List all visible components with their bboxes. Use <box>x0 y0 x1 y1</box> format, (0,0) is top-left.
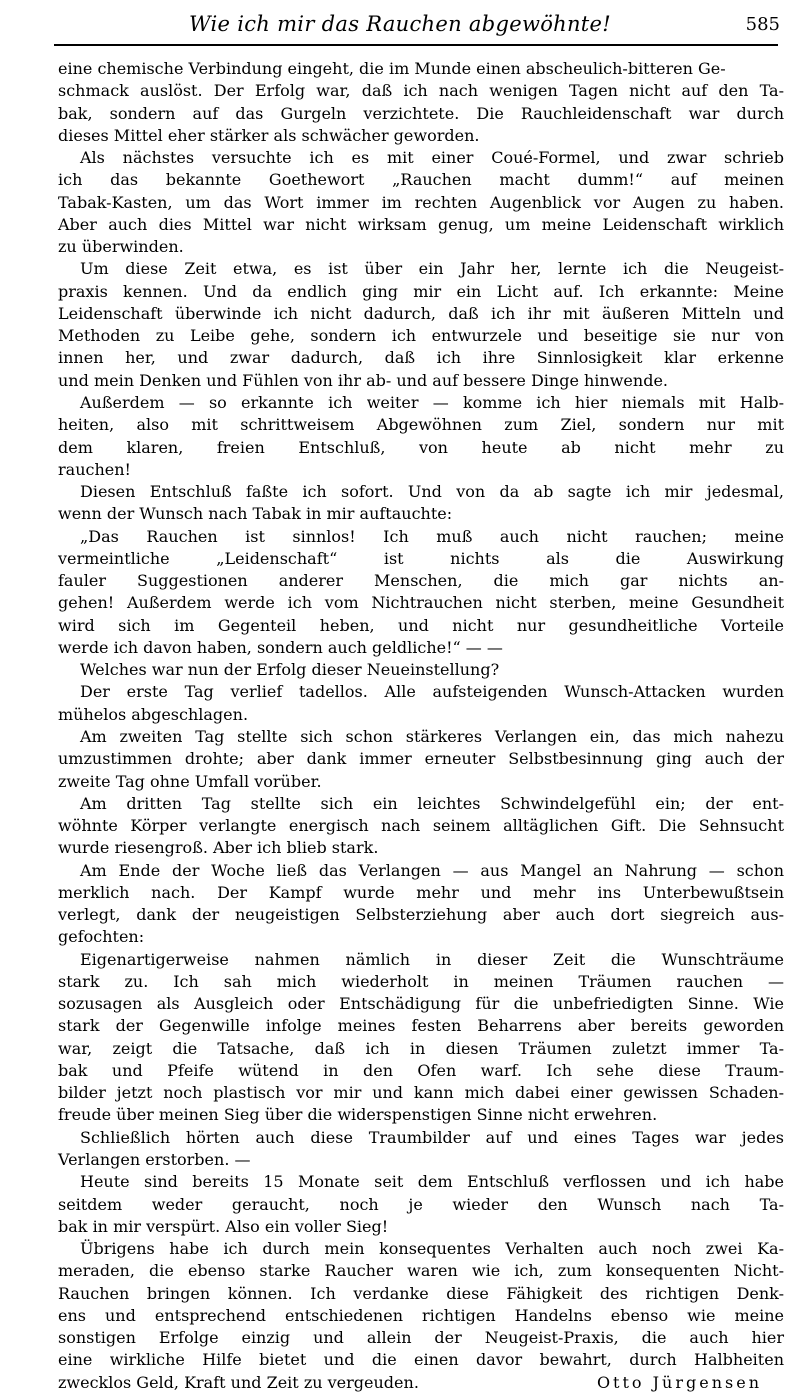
text-line: gehen! Außerdem werde ich vom Nichtrauchen nicht sterben, meine Gesundheit <box>58 593 784 613</box>
text-line: Aber auch dies Mittel war nicht wirksam genug, um meine Leidenschaft wirklich <box>58 214 784 234</box>
text-line: und mein Denken und Fühlen von ihr ab- und auf bessere Dinge hinwende. <box>58 370 668 390</box>
text-line: Um diese Zeit etwa, es ist über ein Jahr her, lernte ich die Neugeist- <box>80 259 784 279</box>
text-line: wöhnte Körper verlangte energisch nach seinem alltäglichen Gift. Die Sehnsucht <box>58 816 784 836</box>
header-rule <box>54 44 778 46</box>
text-line: stark der Gegenwille infolge meines festen Beharrens aber bereits geworden <box>58 1016 784 1036</box>
text-line: war, zeigt die Tatsache, daß ich in diesen Träumen zuletzt immer Ta- <box>58 1038 784 1058</box>
text-line: ich das bekannte Goethewort „Rauchen macht dumm!“ auf meinen <box>58 170 784 190</box>
text-line: Schließlich hörten auch diese Traumbilder auf und eines Tages war jedes <box>80 1127 784 1147</box>
text-line: sozusagen als Ausgleich oder Entschädigung für die unbefriedigten Sinne. Wie <box>58 994 784 1014</box>
text-line: bak, sondern auf das Gurgeln verzichtete. Die Rauchleidenschaft war durch <box>58 103 784 123</box>
text-line: meraden, die ebenso starke Raucher waren wie ich, zum konsequenten Nicht- <box>58 1261 784 1281</box>
text-line: Als nächstes versuchte ich es mit einer Coué-Formel, und zwar schrieb <box>80 148 784 168</box>
text-line: zweite Tag ohne Umfall vorüber. <box>58 771 322 791</box>
text-line: bilder jetzt noch plastisch vor mir und kann mich dabei einer gewissen Schaden- <box>58 1083 784 1103</box>
text-line: seitdem weder geraucht, noch je wieder den Wunsch nach Ta- <box>58 1194 784 1214</box>
text-line: bak und Pfeife wütend in den Ofen warf. Ich sehe diese Traum- <box>58 1060 784 1080</box>
text-line: sonstigen Erfolge einzig und allein der Neugeist-Praxis, die auch hier <box>58 1328 784 1348</box>
text-line <box>58 1372 784 1394</box>
text-line: Am Ende der Woche ließ das Verlangen — aus Mangel an Nahrung — schon <box>80 860 784 880</box>
text-line: wenn der Wunsch nach Tabak in mir auftauchte: <box>58 504 453 524</box>
text-line: verlegt, dank der neugeistigen Selbsterziehung aber auch dort siegreich aus- <box>58 905 784 925</box>
text-line: Am dritten Tag stellte sich ein leichtes Schwindelgefühl ein; der ent- <box>80 793 784 813</box>
text-line: Der erste Tag verlief tadellos. Alle aufsteigenden Wunsch-Attacken wurden <box>80 682 784 702</box>
text-line: Heute sind bereits 15 Monate seit dem Entschluß verflossen und ich habe <box>80 1172 784 1192</box>
text-line: Außerdem — so erkannte ich weiter — komme ich hier niemals mit Halb- <box>80 392 784 412</box>
text-line: Übrigens habe ich durch mein konsequentes Verhalten auch noch zwei Ka- <box>80 1239 784 1259</box>
text-line: schmack auslöst. Der Erfolg war, daß ich nach wenigen Tagen nicht auf den Ta- <box>58 81 784 101</box>
text-line: „Das Rauchen ist sinnlos! Ich muß auch nicht rauchen; meine <box>80 526 784 546</box>
text-line: wird sich im Gegenteil heben, und nicht nur gesundheitliche Vorteile <box>58 615 784 635</box>
text-line: umzustimmen drohte; aber dank immer erneuter Selbstbesinnung ging auch der <box>58 749 784 769</box>
page-number: 585 <box>745 14 780 35</box>
text-line: dem klaren, freien Entschluß, von heute ab nicht mehr zu <box>58 437 784 457</box>
text-line: Methoden zu Leibe gehe, sondern ich entwurzele und beseitige sie nur von <box>58 326 784 346</box>
text-line: praxis kennen. Und da endlich ging mir ein Licht auf. Ich erkannte: Meine <box>58 281 784 301</box>
text-line: Welches war nun der Erfolg dieser Neueinstellung? <box>80 660 500 680</box>
article-body <box>58 58 784 1394</box>
text-line: Eigenartigerweise nahmen nämlich in dieser Zeit die Wunschträume <box>80 949 784 969</box>
text-line: Leidenschaft überwinde ich nicht dadurch, daß ich ihr mit äußeren Mitteln und <box>58 303 784 323</box>
text-line: ens und entsprechend entschiedenen richtigen Handelns ebenso wie meine <box>58 1305 784 1325</box>
text-line: freude über meinen Sieg über die widerspenstigen Sinne nicht erwehren. <box>58 1105 658 1125</box>
text-line: Am zweiten Tag stellte sich schon stärkeres Verlangen ein, das mich nahezu <box>80 726 784 746</box>
text-line: vermeintliche „Leidenschaft“ ist nichts als die Auswirkung <box>58 548 784 568</box>
text-line: Verlangen erstorben. — <box>58 1150 251 1170</box>
text-line: eine wirkliche Hilfe bietet und die einen davor bewahrt, durch Halbheiten <box>58 1350 784 1370</box>
text-line: mühelos abgeschlagen. <box>58 704 249 724</box>
running-title: Wie ich mir das Rauchen abgewöhnte! <box>188 12 612 36</box>
text-line: merklich nach. Der Kampf wurde mehr und mehr ins Unterbewußtsein <box>58 882 784 902</box>
text-line: stark zu. Ich sah mich wiederholt in meinen Träumen rauchen — <box>58 971 784 991</box>
text-line: innen her, und zwar dadurch, daß ich ihre Sinnlosigkeit klar erkenne <box>58 348 784 368</box>
text-line: rauchen! <box>58 459 131 479</box>
text-line: Diesen Entschluß faßte ich sofort. Und von da ab sagte ich mir jedesmal, <box>80 482 784 502</box>
text-line: Tabak-Kasten, um das Wort immer im rechten Augenblick vor Augen zu haben. <box>58 192 784 212</box>
text-line: fauler Suggestionen anderer Menschen, die mich gar nichts an- <box>58 571 784 591</box>
text-line: heiten, also mit schrittweisem Abgewöhnen zum Ziel, sondern nur mit <box>58 415 784 435</box>
text-line: Rauchen bringen können. Ich verdanke diese Fähigkeit des richtigen Denk- <box>58 1283 784 1303</box>
text-line: gefochten: <box>58 927 145 947</box>
text-line: zu überwinden. <box>58 237 184 257</box>
text-line: bak in mir verspürt. Also ein voller Sieg! <box>58 1216 389 1236</box>
author-signature: Otto Jürgensen <box>596 1372 762 1392</box>
closing-text: zwecklos Geld, Kraft und Zeit zu vergeuden. <box>58 1372 419 1392</box>
text-line: werde ich davon haben, sondern auch geldliche!“ — — <box>58 637 503 657</box>
text-line: wurde riesengroß. Aber ich blieb stark. <box>58 838 379 858</box>
text-line: dieses Mittel eher stärker als schwächer geworden. <box>58 125 480 145</box>
page-header <box>0 0 800 46</box>
text-line: eine chemische Verbindung eingeht, die im Munde einen abscheulich-bitteren Ge- <box>58 59 726 78</box>
